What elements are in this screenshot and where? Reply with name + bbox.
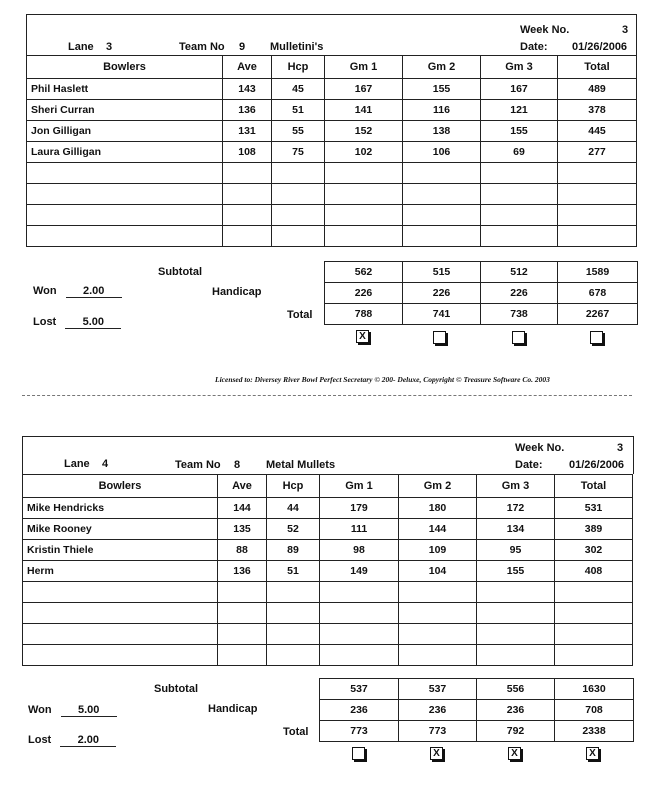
- gm3: 155: [477, 561, 555, 582]
- lost-value: 5.00: [65, 316, 121, 329]
- total-gm1: 788: [325, 304, 403, 325]
- table-row: [27, 100, 637, 121]
- week-label: Week No.: [515, 442, 565, 454]
- gm2: 109: [399, 540, 477, 561]
- handicap-gm3: 236: [477, 700, 555, 721]
- gm3: 155: [481, 121, 558, 142]
- team-label: Team No: [175, 459, 221, 471]
- subtotal-total: 1589: [558, 262, 638, 283]
- lane-number: 4: [102, 458, 109, 470]
- gm3-win-checkbox[interactable]: X: [508, 747, 521, 760]
- won-value: 2.00: [66, 285, 122, 298]
- lost-field: [33, 316, 121, 329]
- ave: 131: [223, 121, 272, 142]
- hcp: 55: [272, 121, 325, 142]
- subtotal-label: Subtotal: [158, 266, 202, 278]
- gm1: 152: [325, 121, 403, 142]
- total-total: 2267: [558, 304, 638, 325]
- col-header-gm1: Gm 1: [320, 475, 399, 498]
- total: 389: [555, 519, 633, 540]
- gm1: 98: [320, 540, 399, 561]
- totals-table: [324, 261, 638, 325]
- hcp: 51: [272, 100, 325, 121]
- col-header-gm2: Gm 2: [399, 475, 477, 498]
- handicap-gm2: 226: [403, 283, 481, 304]
- won-field: [28, 704, 117, 717]
- total-gm3: 792: [477, 721, 555, 742]
- won-label: Won: [28, 704, 52, 716]
- date-value: 01/26/2006: [572, 41, 628, 53]
- handicap-gm1: 236: [320, 700, 399, 721]
- license-footer: Licensed to: Diversey River Bowl Perfect Secretary © 200- Deluxe, Copyright © Treasure Software Co. 2003: [215, 375, 550, 384]
- total: 277: [558, 142, 637, 163]
- won-label: Won: [33, 285, 57, 297]
- gm2: 155: [403, 79, 481, 100]
- hcp: 44: [267, 498, 320, 519]
- gm2-win-checkbox[interactable]: [433, 331, 446, 344]
- ave: 136: [223, 100, 272, 121]
- team-number: 9: [239, 41, 246, 53]
- total-label: Total: [287, 309, 313, 321]
- total: 408: [555, 561, 633, 582]
- cut-line: [22, 395, 632, 396]
- gm2: 180: [399, 498, 477, 519]
- total-gm3: 738: [481, 304, 558, 325]
- lost-value: 2.00: [60, 734, 116, 747]
- hcp: 89: [267, 540, 320, 561]
- ave: 135: [218, 519, 267, 540]
- bowler-name: Mike Rooney: [23, 519, 218, 540]
- bowler-name: Kristin Thiele: [23, 540, 218, 561]
- ave: 108: [223, 142, 272, 163]
- table-row: [23, 540, 633, 561]
- hcp: 75: [272, 142, 325, 163]
- handicap-label: Handicap: [208, 703, 258, 715]
- bowler-table: [26, 55, 637, 247]
- total-gm1: 773: [320, 721, 399, 742]
- table-row: [27, 121, 637, 142]
- col-header-gm3: Gm 3: [477, 475, 555, 498]
- gm1: 102: [325, 142, 403, 163]
- ave: 88: [218, 540, 267, 561]
- ave: 136: [218, 561, 267, 582]
- handicap-gm2: 236: [399, 700, 477, 721]
- table-header-row: [27, 56, 637, 79]
- table-row: [27, 79, 637, 100]
- col-header-gm3: Gm 3: [481, 56, 558, 79]
- ave: 144: [218, 498, 267, 519]
- gm2: 144: [399, 519, 477, 540]
- bowler-name: Sheri Curran: [27, 100, 223, 121]
- subtotal-row: [325, 262, 638, 283]
- total-row: [325, 304, 638, 325]
- lane-label: Lane: [64, 458, 90, 470]
- empty-row: [27, 226, 637, 247]
- empty-row: [27, 184, 637, 205]
- ave: 143: [223, 79, 272, 100]
- date-label: Date:: [515, 459, 543, 471]
- total-gm2: 773: [399, 721, 477, 742]
- total: 531: [555, 498, 633, 519]
- week-number: 3: [622, 24, 629, 36]
- team-number: 8: [234, 459, 241, 471]
- won-field: [33, 285, 122, 298]
- subtotal-gm3: 512: [481, 262, 558, 283]
- handicap-total: 678: [558, 283, 638, 304]
- handicap-gm1: 226: [325, 283, 403, 304]
- empty-row: [23, 645, 633, 666]
- handicap-row: [320, 700, 634, 721]
- col-header-ave: Ave: [218, 475, 267, 498]
- lane-label: Lane: [68, 41, 94, 53]
- lost-field: [28, 734, 116, 747]
- gm1: 167: [325, 79, 403, 100]
- total: 302: [555, 540, 633, 561]
- gm2: 104: [399, 561, 477, 582]
- total: 489: [558, 79, 637, 100]
- handicap-total: 708: [555, 700, 634, 721]
- subtotal-label: Subtotal: [154, 683, 198, 695]
- gm1: 141: [325, 100, 403, 121]
- week-number: 3: [617, 442, 624, 454]
- team-label: Team No: [179, 41, 225, 53]
- total: 378: [558, 100, 637, 121]
- bowler-name: Herm: [23, 561, 218, 582]
- col-header-ave: Ave: [223, 56, 272, 79]
- gm2: 106: [403, 142, 481, 163]
- col-header-total: Total: [558, 56, 637, 79]
- date-value: 01/26/2006: [569, 459, 625, 471]
- col-header-hcp: Hcp: [272, 56, 325, 79]
- subtotal-total: 1630: [555, 679, 634, 700]
- total-gm2: 741: [403, 304, 481, 325]
- gm1-win-checkbox[interactable]: X: [356, 330, 369, 343]
- gm3: 95: [477, 540, 555, 561]
- handicap-label: Handicap: [212, 286, 262, 298]
- subtotal-gm1: 562: [325, 262, 403, 283]
- lost-label: Lost: [28, 734, 52, 746]
- table-header-row: [23, 475, 633, 498]
- handicap-gm3: 226: [481, 283, 558, 304]
- bowler-name: Jon Gilligan: [27, 121, 223, 142]
- bowler-name: Phil Haslett: [27, 79, 223, 100]
- subtotal-gm2: 515: [403, 262, 481, 283]
- date-label: Date:: [520, 41, 548, 53]
- total-win-checkbox[interactable]: [590, 331, 603, 344]
- empty-row: [27, 163, 637, 184]
- col-header-gm1: Gm 1: [325, 56, 403, 79]
- gm3: 172: [477, 498, 555, 519]
- team-name: Metal Mullets: [266, 459, 336, 471]
- gm2: 138: [403, 121, 481, 142]
- subtotal-gm3: 556: [477, 679, 555, 700]
- team-name: Mulletini's: [270, 41, 324, 53]
- total-label: Total: [283, 726, 309, 738]
- bowler-name: Mike Hendricks: [23, 498, 218, 519]
- table-row: [23, 519, 633, 540]
- subtotal-row: [320, 679, 634, 700]
- gm2: 116: [403, 100, 481, 121]
- gm3: 69: [481, 142, 558, 163]
- gm3-win-checkbox[interactable]: [512, 331, 525, 344]
- lost-label: Lost: [33, 316, 57, 328]
- empty-row: [23, 624, 633, 645]
- total-row: [320, 721, 634, 742]
- lane-number: 3: [106, 41, 113, 53]
- hcp: 51: [267, 561, 320, 582]
- total-total: 2338: [555, 721, 634, 742]
- empty-row: [23, 582, 633, 603]
- total-win-checkbox[interactable]: X: [586, 747, 599, 760]
- col-header-total: Total: [555, 475, 633, 498]
- subtotal-gm2: 537: [399, 679, 477, 700]
- week-label: Week No.: [520, 24, 570, 36]
- col-header-bowlers: Bowlers: [23, 475, 218, 498]
- gm1: 149: [320, 561, 399, 582]
- bowler-table: [22, 474, 633, 666]
- hcp: 52: [267, 519, 320, 540]
- col-header-bowlers: Bowlers: [27, 56, 223, 79]
- subtotal-gm1: 537: [320, 679, 399, 700]
- totals-table: [319, 678, 634, 742]
- bowler-name: Laura Gilligan: [27, 142, 223, 163]
- col-header-gm2: Gm 2: [403, 56, 481, 79]
- gm3: 121: [481, 100, 558, 121]
- gm1: 179: [320, 498, 399, 519]
- total: 445: [558, 121, 637, 142]
- hcp: 45: [272, 79, 325, 100]
- gm2-win-checkbox[interactable]: X: [430, 747, 443, 760]
- gm3: 134: [477, 519, 555, 540]
- table-row: [23, 498, 633, 519]
- table-row: [23, 561, 633, 582]
- table-row: [27, 142, 637, 163]
- col-header-hcp: Hcp: [267, 475, 320, 498]
- empty-row: [23, 603, 633, 624]
- handicap-row: [325, 283, 638, 304]
- gm3: 167: [481, 79, 558, 100]
- gm1-win-checkbox[interactable]: [352, 747, 365, 760]
- empty-row: [27, 205, 637, 226]
- won-value: 5.00: [61, 704, 117, 717]
- gm1: 111: [320, 519, 399, 540]
